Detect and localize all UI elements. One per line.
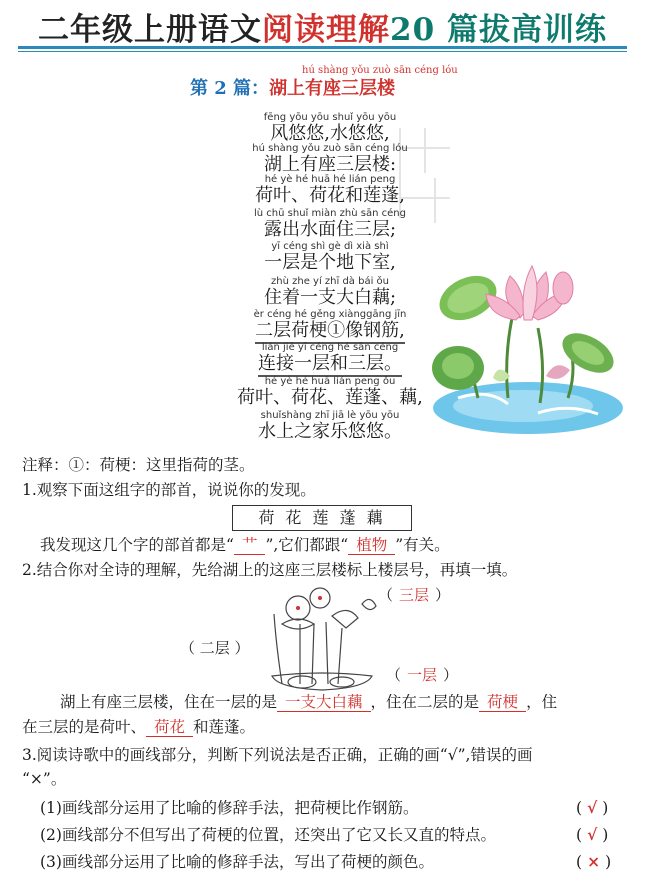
- title-rule: [18, 46, 627, 49]
- lotus-floor-diagram: [262, 584, 392, 696]
- poem-line: [200, 143, 460, 176]
- line-text: 二层荷梗①像钢筋,: [255, 320, 405, 344]
- q2-fill-mid: ，住在二层的是: [370, 693, 480, 711]
- q1-answer-radical: 艹: [234, 536, 266, 555]
- line-text: 荷叶、荷花、莲蓬、藕,: [237, 387, 423, 408]
- q1-char-box: 荷 花 莲 蓬 藕: [232, 505, 412, 531]
- poem-line: [200, 276, 460, 309]
- check-mark: √: [587, 798, 598, 817]
- label-third-floor-text: 三层: [399, 586, 430, 604]
- poem-line: [200, 410, 460, 443]
- q1-answer-plant: 植物: [348, 536, 395, 555]
- line-text: 连接一层和三层。: [258, 353, 402, 377]
- line-text: 荷叶、荷花和莲蓬,: [255, 185, 405, 206]
- q1-answer: [40, 534, 450, 556]
- cross-mark: ×: [587, 852, 601, 871]
- label-open-paren: （: [386, 666, 402, 684]
- poem-number: 第 2 篇：: [190, 78, 270, 99]
- line-pinyin: lián jiē yī céng hé sān céng: [261, 342, 399, 353]
- q2-fill-line1: [60, 691, 557, 713]
- q1-question: 1.观察下面这组字的部首，说说你的发现。: [22, 481, 316, 499]
- q2-fill-answer-2: 荷梗: [479, 693, 526, 712]
- label-close-paren: ）: [443, 666, 459, 684]
- poem-line: [200, 174, 460, 207]
- line-text: 一层是个地下室,: [264, 252, 396, 273]
- poem-line: [200, 376, 460, 409]
- q1-answer-post: ”有关。: [395, 536, 450, 554]
- line-pinyin: zhù zhe yí zhī dà bái ǒu: [271, 276, 389, 287]
- label-first-floor-text: 一层: [407, 666, 438, 684]
- line-pinyin: fēng yōu yōu shuǐ yōu yōu: [263, 112, 397, 123]
- line-pinyin: shuǐshàng zhī jiā lè yōu yōu: [260, 410, 400, 421]
- label-first-floor: [386, 664, 458, 685]
- q1-answer-mid: ”,它们都跟“: [265, 536, 349, 554]
- q2-fill-line2-post: 和莲蓬。: [193, 718, 256, 736]
- q3-item-3: (3)画线部分运用了比喻的修辞手法，写出了荷梗的颜色。: [40, 853, 434, 871]
- q3-question-line2: “×”。: [22, 770, 67, 788]
- line-pinyin: lù chū shuǐ miàn zhù sān céng: [254, 208, 406, 219]
- poem-title: 湖上有座三层楼: [269, 78, 396, 99]
- line-text: 水上之家乐悠悠。: [258, 421, 402, 442]
- title-grade: 二年级上册语文: [38, 12, 263, 48]
- q3-item-2-mark: ( √ ): [576, 825, 609, 844]
- poem-line: [200, 208, 460, 241]
- label-second-floor: （ 二层 ）: [180, 639, 250, 657]
- title-training: 20 篇拔高训练: [390, 12, 607, 48]
- lotus-illustration: [428, 258, 628, 438]
- q3-item-3-mark: ( × ): [576, 852, 612, 871]
- q2-fill-line2: [22, 716, 255, 738]
- note-text: 注释：①：荷梗：这里指荷的茎。: [22, 456, 255, 474]
- title-rule-thin: [18, 51, 627, 52]
- line-pinyin: hú shàng yǒu zuò sān céng lóu: [252, 143, 408, 154]
- check-mark: √: [587, 825, 598, 844]
- line-text: 露出水面住三层;: [263, 219, 397, 240]
- q2-question: 2.结合你对全诗的理解，先给湖上的这座三层楼标上楼层号，再填一填。: [22, 561, 518, 579]
- q3-item-1: (1)画线部分运用了比喻的修辞手法，把荷梗比作钢筋。: [40, 799, 419, 817]
- poem-line-underlined: [200, 309, 460, 342]
- q3-item-1-mark: ( √ ): [576, 798, 609, 817]
- poem-title-pinyin: hú shàng yǒu zuò sān céng lóu: [302, 65, 458, 76]
- line-text: 住着一支大白藕;: [263, 287, 397, 308]
- q3-item-2: (2)画线部分不但写出了荷梗的位置，还突出了它又长又直的特点。: [40, 826, 496, 844]
- line-pinyin: yī céng shì gè dì xià shì: [271, 241, 389, 252]
- title-reading: 阅读理解: [262, 12, 391, 48]
- label-open-paren: （: [378, 586, 394, 604]
- q2-fill-line2-pre: 在三层的是荷叶、: [22, 718, 147, 736]
- label-close-paren: ）: [435, 586, 451, 604]
- q2-fill-answer-1: 一支大白藕: [277, 693, 371, 712]
- q2-fill-post: ，住: [526, 693, 558, 711]
- line-pinyin: hé yè hé huā lián peng ǒu: [264, 376, 396, 387]
- q3-question-line1: 3.阅读诗歌中的画线部分，判断下列说法是否正确，正确的画“√”,错误的画: [22, 746, 533, 764]
- line-text: 湖上有座三层楼:: [263, 154, 397, 175]
- line-text: 风悠悠,水悠悠,: [270, 123, 390, 144]
- poem-line: [200, 112, 460, 145]
- q2-fill-pre: 湖上有座三层楼，住在一层的是: [60, 693, 278, 711]
- poem-line: [200, 241, 460, 274]
- poem-line-underlined: [200, 342, 460, 375]
- q2-fill-answer-3: 荷花: [146, 718, 193, 737]
- label-third-floor: [378, 584, 450, 605]
- q1-answer-pre: 我发现这几个字的部首都是“: [40, 536, 234, 554]
- line-pinyin: èr céng hé gěng xiànggāng jīn: [253, 309, 407, 320]
- line-pinyin: hé yè hé huā hé lián peng: [264, 174, 396, 185]
- poem-heading: [190, 65, 490, 100]
- page-title: [0, 4, 645, 49]
